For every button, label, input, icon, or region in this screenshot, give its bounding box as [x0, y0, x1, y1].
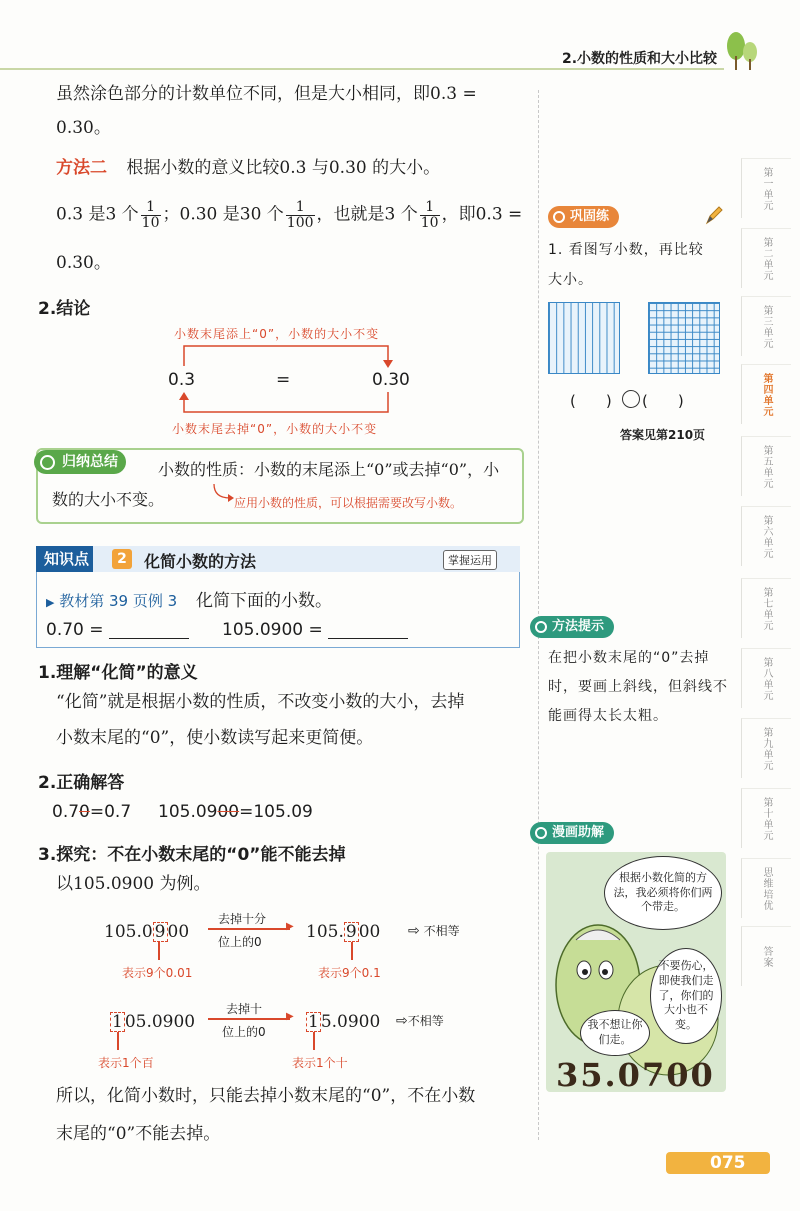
final-line1: 所以，化简小数时，只能去掉小数末尾的“0”，不在小数	[56, 1086, 476, 1106]
summary-line2: 数的大小不变。	[52, 490, 165, 509]
knowledge-point-title: 化简小数的方法	[144, 552, 257, 571]
tip-line3: 能画得太长太粗。	[548, 708, 668, 724]
row1-note-2: 表示9个0.1	[318, 966, 381, 980]
row1-original: 105.0 9 00	[104, 922, 190, 942]
section2-title: 2.正确解答	[38, 773, 125, 793]
tab-answers[interactable]: 答案	[741, 926, 791, 986]
triangle-icon: ▶	[46, 596, 55, 609]
speech-bubble-2: 不要伤心，即使我们走了，你们的大小也不变。	[650, 948, 722, 1044]
tenths-grid	[548, 302, 620, 374]
knowledge-point-task: 化简下面的小数。	[195, 591, 332, 611]
conclusion-right-value: 0.30	[372, 370, 410, 390]
question-1: 0.70 =	[46, 622, 189, 639]
tip-line2: 时，要画上斜线，但斜线不	[548, 679, 728, 695]
row2-arrow-top: 去掉十	[226, 1002, 263, 1016]
final-line2: 末尾的“0”不能去掉。	[56, 1124, 221, 1144]
row2-arrowhead: ▶	[286, 1011, 294, 1022]
knowledge-point-tag: 掌握运用	[443, 550, 497, 570]
speech-bubble-3: 我不想让你们走。	[580, 1010, 650, 1056]
hollow-arrow-icon-2: ⇨	[396, 1013, 408, 1029]
row2-original: 1 05.0900	[112, 1012, 196, 1032]
knowledge-point-badge: 知识点	[36, 546, 93, 572]
row2-verdict: ⇨不相等	[396, 1013, 444, 1029]
row1-pointer-2	[351, 942, 353, 960]
row2-pointer-2	[313, 1032, 315, 1050]
hand-icon	[535, 621, 547, 633]
struck-zero: 0	[79, 802, 90, 822]
conclusion-equals: =	[276, 370, 291, 390]
row1-verdict: ⇨ 不相等	[408, 923, 460, 939]
row1-arrow-top: 去掉十分	[218, 912, 267, 926]
method2-line-end: 0.30。	[56, 253, 111, 273]
tab-unit-3[interactable]: 第三单元	[741, 296, 791, 356]
hundredths-grid	[648, 302, 720, 374]
summary-badge: 归纳总结	[34, 450, 126, 474]
tab-unit-6[interactable]: 第六单元	[741, 506, 791, 566]
compare-circle[interactable]	[622, 390, 640, 408]
comic-number: 35.0700	[556, 1056, 715, 1094]
practice-q1-line1: 1. 看图写小数，再比较	[548, 242, 704, 258]
row1-pointer-1	[158, 942, 160, 960]
textbook-reference: 教材第 39 页例 3	[59, 592, 178, 610]
curved-arrow-icon	[210, 482, 234, 504]
fraction-1-10: $\frac{1}{10}$	[141, 199, 160, 231]
answer-blank-1[interactable]	[109, 623, 189, 639]
tab-unit-8[interactable]: 第八单元	[741, 648, 791, 708]
row2-pointer-1	[117, 1032, 119, 1050]
row1-result: 105. 9 00	[306, 922, 381, 942]
row1-arrowhead: ▶	[286, 921, 294, 932]
section1-line2: 小数末尾的“0”，使小数读写起来更简便。	[56, 728, 374, 748]
row1-arrow-bottom: 位上的0	[218, 935, 262, 949]
section1-line1: “化简”就是根据小数的性质，不改变小数的大小，去掉	[56, 692, 465, 712]
section1-title: 1.理解“化简”的意义	[38, 663, 198, 683]
page-number: 075	[710, 1153, 746, 1173]
row2-arrow	[208, 1018, 290, 1020]
tab-unit-2[interactable]: 第二单元	[741, 228, 791, 288]
summary-note: 应用小数的性质，可以根据需要改写小数。	[234, 496, 463, 510]
hollow-arrow-icon: ⇨	[408, 923, 420, 939]
summary-line1: 小数的性质：小数的末尾添上“0”或去掉“0”，小	[158, 460, 500, 479]
answer-2: 105.0900=105.09	[158, 802, 313, 822]
tree-icon	[724, 28, 760, 74]
fraction-1-100: $\frac{1}{100}$	[286, 199, 314, 231]
knowledge-point-number: 2	[112, 549, 132, 569]
practice-q1-line2: 大小。	[548, 272, 593, 288]
tab-unit-10[interactable]: 第十单元	[741, 788, 791, 848]
sidebar-divider	[538, 90, 539, 1140]
answer-1: 0.70=0.7	[52, 802, 132, 822]
practice-dot-icon	[553, 211, 565, 223]
target-icon	[40, 455, 55, 470]
conclusion-left-value: 0.3	[168, 370, 196, 390]
chapter-title: 2.小数的性质和大小比较	[562, 51, 718, 67]
practice-badge: 巩固练	[548, 206, 619, 228]
tab-unit-4[interactable]: 第四单元	[741, 364, 791, 424]
conclusion-top-label: 小数末尾添上“0”，小数的大小不变	[174, 327, 380, 341]
compare-blank-left[interactable]: ( )	[570, 392, 612, 410]
question-2: 105.0900 =	[222, 622, 408, 639]
method1-line1: 虽然涂色部分的计数单位不同，但是大小相同，即0.3 =	[56, 84, 477, 104]
section3-intro: 以105.0900 为例。	[56, 874, 211, 894]
row2-arrow-bottom: 位上的0	[222, 1025, 266, 1039]
row2-note-2: 表示1个十	[292, 1056, 348, 1070]
method1-line2: 0.30。	[56, 118, 111, 138]
row1-arrow	[208, 928, 290, 930]
conclusion-title: 2.结论	[38, 299, 91, 319]
row2-result: 1 5.0900	[308, 1012, 381, 1032]
hand-icon-2	[535, 827, 547, 839]
answer-blank-2[interactable]	[328, 623, 408, 639]
method2-fraction-line: 0.3 是3 个 $\frac{1}{10}$ ；0.30 是30 个 $\frac{1}{100}$ ，也就是3 个 $\frac{1}{10}$ ，即0.3 =	[56, 199, 523, 231]
tab-unit-5[interactable]: 第五单元	[741, 436, 791, 496]
row1-note-1: 表示9个0.01	[122, 966, 193, 980]
struck-zeros: 00	[217, 802, 240, 822]
comic-badge: 漫画助解	[530, 822, 614, 844]
conclusion-bottom-label: 小数末尾去掉“0”，小数的大小不变	[172, 422, 378, 436]
tab-unit-1[interactable]: 第一单元	[741, 158, 791, 218]
method2-text: 根据小数的意义比较0.3 与0.30 的大小。	[126, 158, 441, 178]
pencil-icon	[704, 204, 724, 226]
tab-thinking[interactable]: 思维培优	[741, 858, 791, 918]
tip-line1: 在把小数末尾的“0”去掉	[548, 650, 710, 666]
tip-badge: 方法提示	[530, 616, 614, 638]
tab-unit-7[interactable]: 第七单元	[741, 578, 791, 638]
fraction-1-10-b: $\frac{1}{10}$	[420, 199, 439, 231]
tab-unit-9[interactable]: 第九单元	[741, 718, 791, 778]
compare-blank-right[interactable]: ( )	[642, 392, 684, 410]
row2-note-1: 表示1个百	[98, 1056, 154, 1070]
answer-reference: 答案见第210页	[620, 428, 706, 442]
method2-label: 方法二	[56, 158, 107, 178]
speech-bubble-1: 根据小数化简的方法，我必须将你们两个带走。	[604, 856, 722, 930]
section3-title: 3.探究：不在小数末尾的“0”能不能去掉	[38, 845, 346, 865]
header-divider	[0, 68, 724, 70]
